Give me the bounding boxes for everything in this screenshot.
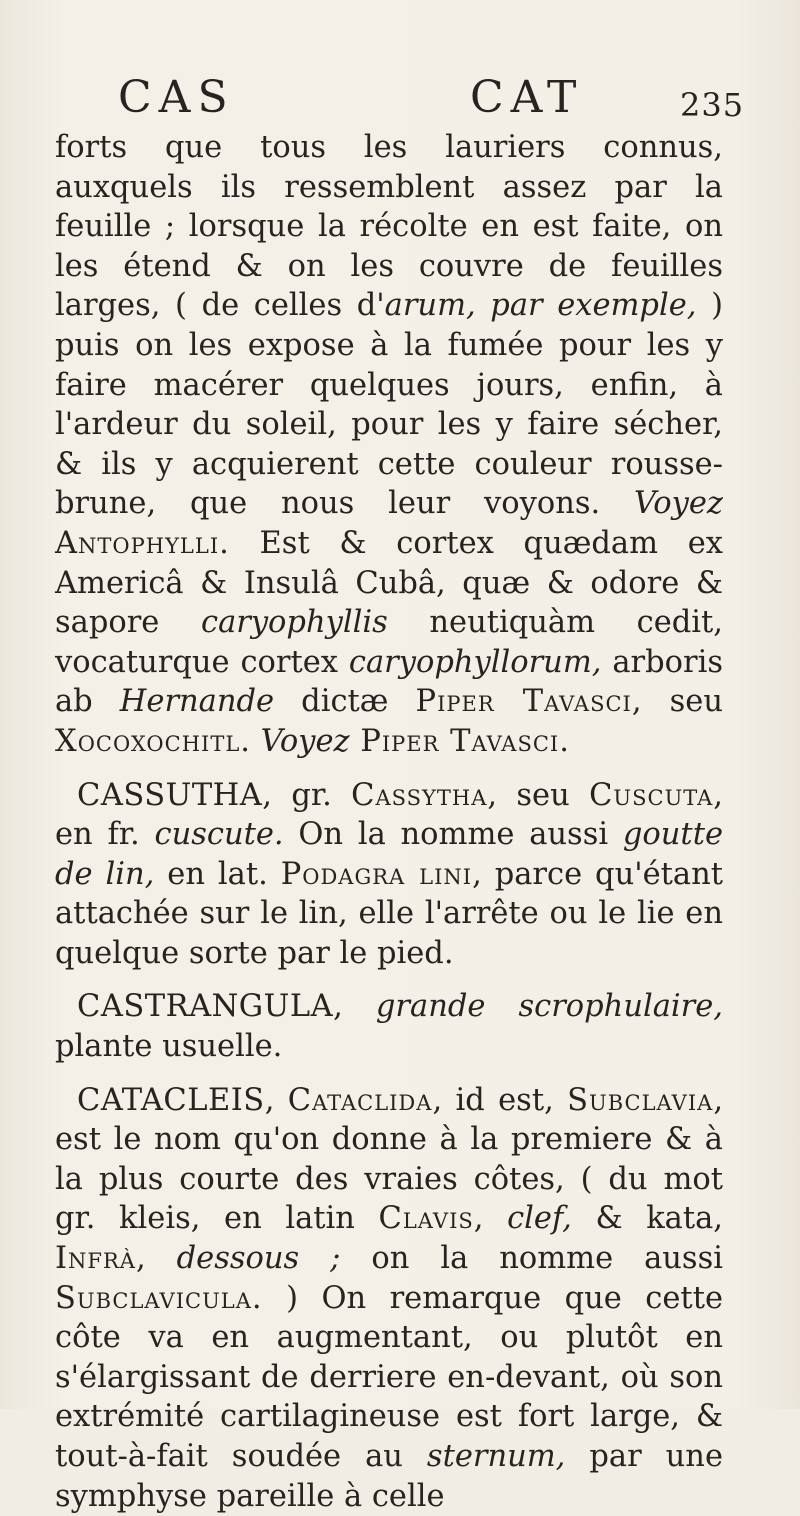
entry-headword: CATACLEIS <box>77 1082 265 1118</box>
entry-headword: CASSUTHA <box>77 777 263 813</box>
header-left-guide-word: CAS <box>118 72 235 123</box>
small-caps-run: Cataclida <box>287 1082 433 1118</box>
small-caps-run: Piper Tavasci. <box>349 723 570 759</box>
text-run: , <box>473 1201 508 1237</box>
small-caps-run: Cuscuta <box>589 777 714 813</box>
text-run <box>251 724 261 759</box>
text-run: neutiquàm cedit, vocaturque cortex <box>55 605 723 680</box>
entry-headword: CASTRANGULA <box>77 989 334 1025</box>
small-caps-run: Clavis <box>378 1201 474 1237</box>
small-caps-run: Infrà <box>55 1241 136 1277</box>
small-caps-run: Xocoxochitl. <box>55 723 251 759</box>
italic-run: Hernande <box>119 684 275 720</box>
text-run: , <box>135 1241 177 1277</box>
italic-run: dessous ; <box>176 1241 341 1277</box>
text-run: , id est, <box>432 1082 568 1118</box>
small-caps-run: Piper Tavasci, <box>415 684 643 720</box>
text-run: par une symphyse pareille à celle <box>55 1439 724 1514</box>
small-caps-run: Subclavia <box>567 1082 714 1118</box>
entry-castrangula <box>55 987 723 1066</box>
italic-run: grande scrophulaire, <box>375 989 723 1025</box>
text-run: On la nomme aussi <box>283 817 623 853</box>
text-run: , <box>264 1082 288 1118</box>
italic-run: caryophyllorum, <box>348 644 602 680</box>
text-run: dictæ <box>274 684 416 720</box>
italic-run: caryophyllis <box>200 605 388 641</box>
text-run: seu <box>642 684 723 720</box>
text-run: ) puis on les expose à la fumée pour les y faire macérer quelques jours, enfin, à l'ardeur du soleil, pour les y faire sécher, & ils y acquierent cette couleur rousse-brune, que nous leur voyons. <box>55 288 723 522</box>
small-caps-run: Cassytha <box>351 777 488 813</box>
text-run: , est le nom qu'on donne à la premiere & à la plus courte des vraies côtes, ( du mot gr. kleis, en latin <box>55 1082 724 1237</box>
page-number: 235 <box>680 86 745 124</box>
header-right-guide-word: CAT <box>470 72 584 123</box>
text-run: ) On remarque que cette côte va en augmentant, ou plutôt en s'élargissant de derriere en-devant, où son extrémité cartilagineuse est fort large, & tout-à-fait soudée au <box>55 1280 723 1474</box>
text-run: , <box>333 989 376 1025</box>
text-run: Est & cortex quædam ex Americâ & Insulâ Cubâ, quæ & odore & sapore <box>55 525 723 641</box>
italic-run: cuscute. <box>154 817 284 853</box>
text-run: , seu <box>487 777 590 813</box>
italic-run: Voyez <box>634 486 723 522</box>
page-body <box>55 128 723 1516</box>
small-caps-run: Subclavicula. <box>55 1280 263 1316</box>
text-run: arboris ab <box>55 644 723 720</box>
italic-run: clef, <box>507 1201 572 1237</box>
text-run: , parce qu'étant attachée sur le lin, elle l'arrête ou le lie en quelque sorte par le pied. <box>55 856 723 971</box>
italic-run: sternum, <box>426 1439 566 1474</box>
small-caps-run: Antophylli. <box>55 525 230 561</box>
small-caps-run: Podagra lini <box>280 856 473 892</box>
italic-run: Voyez <box>260 723 350 759</box>
running-header <box>118 72 745 128</box>
text-run: & kata, <box>571 1201 724 1237</box>
text-run: , en fr. <box>55 777 723 853</box>
continued-paragraph <box>55 128 723 762</box>
entry-cassutha <box>55 776 723 974</box>
text-run: forts que tous les lauriers connus, auxquels ils ressemblent assez par la feuille ; lorsque la récolte en est faite, on les étend & on les couvre de feuilles larges, ( de celles d' <box>55 130 723 324</box>
text-run: en lat. <box>154 856 281 892</box>
entry-catacleis <box>55 1081 723 1516</box>
text-run: plante usuelle. <box>55 1029 283 1065</box>
italic-run: goutte de lin, <box>55 817 723 892</box>
text-run: , gr. <box>262 777 352 813</box>
text-run: on la nomme aussi <box>340 1241 723 1277</box>
italic-run: arum, par exemple, <box>384 288 697 324</box>
